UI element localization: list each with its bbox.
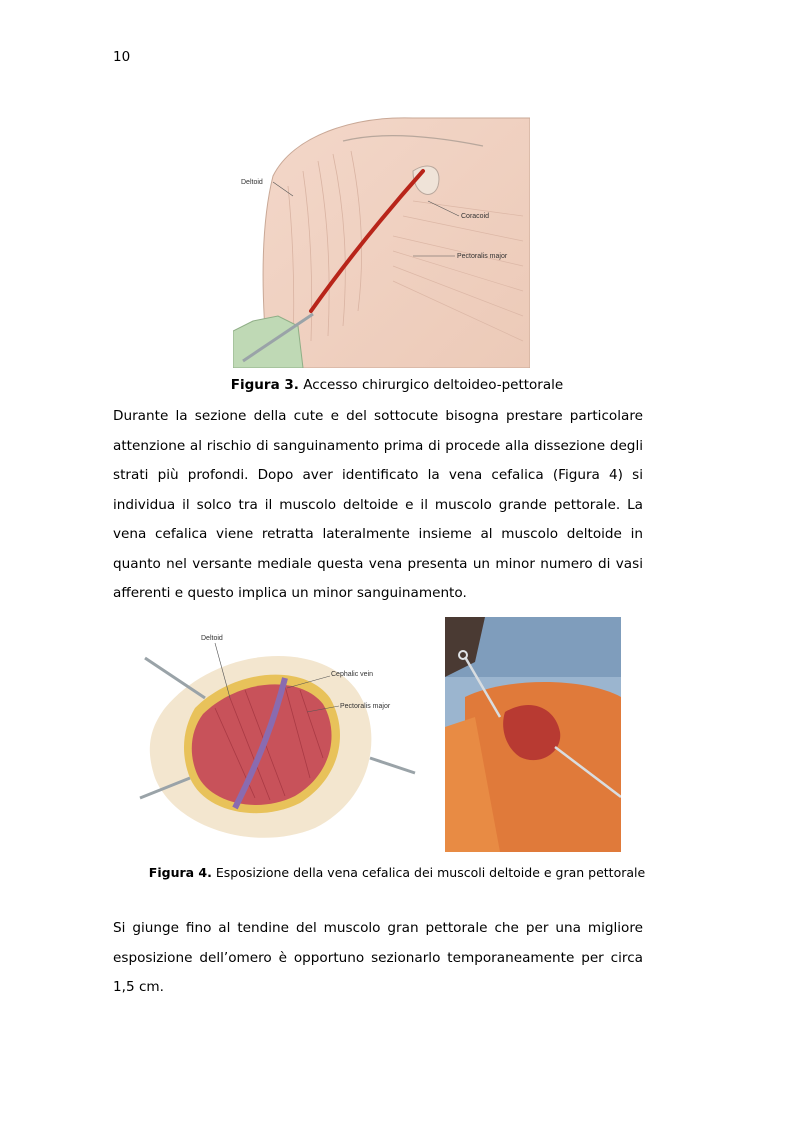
figure-3-illustration <box>233 116 530 368</box>
paragraph-2: Si giunge fino al tendine del muscolo gran pettorale che per una migliore esposizione dell’omero è opportuno sezionarlo temporaneamente per circa 1,5 cm. <box>113 920 643 995</box>
label-deltoid: Deltoid <box>241 179 263 186</box>
paragraph-1: Durante la sezione della cute e del sottocute bisogna prestare particolare attenzione al rischio di sanguinamento prima di procede alla dissezione degli strati più profondi. Dopo aver identificato la vena cefalica (Figura 4) si individua il solco tra il muscolo deltoide e il muscolo grande pettorale. La vena cefalica viene retratta lateralmente insieme al muscolo deltoide in quanto nel versante mediale questa vena presenta un minor numero di vasi afferenti e questo implica un minor sanguinamento. <box>113 408 643 601</box>
page-number: 10 <box>113 49 131 65</box>
figure-3-caption-text: Accesso chirurgico deltoideo-pettorale <box>298 377 564 393</box>
figure-4-surgical-photo <box>445 617 621 852</box>
figure-4-illustration <box>135 628 420 843</box>
figure-4-label: Figura 4. <box>148 865 212 880</box>
label-pectoralis-major: Pectoralis major <box>457 253 508 260</box>
figure-3-caption <box>0 377 794 393</box>
label-coracoid: Coracoid <box>461 213 490 220</box>
figure-4-caption-text: Esposizione della vena cefalica dei muscoli deltoide e gran pettorale <box>211 865 646 880</box>
figure-3-label: Figura 3. <box>230 377 299 393</box>
label-pectoralis-major-4: Pectoralis major <box>340 703 391 710</box>
label-cephalic-vein: Cephalic vein <box>331 671 374 678</box>
label-deltoid-4: Deltoid <box>201 635 223 642</box>
figure-4-caption <box>0 865 794 880</box>
